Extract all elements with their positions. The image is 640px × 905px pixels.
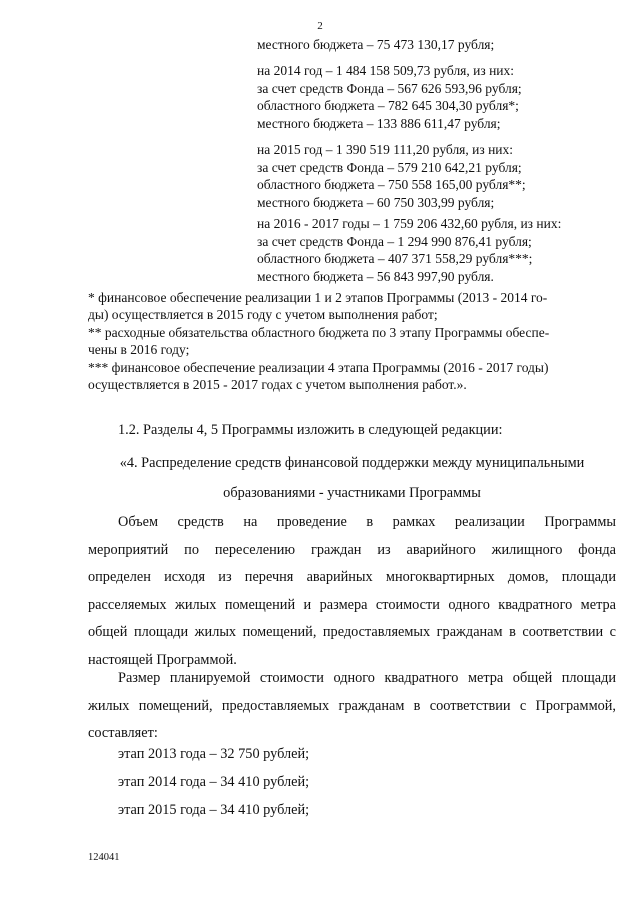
funding-line: местного бюджета – 75 473 130,17 рубля;	[257, 37, 495, 52]
paragraph-cost-per-meter	[88, 665, 616, 748]
footnote-line: * финансовое обеспечение реализации 1 и 2 этапов Программы (2013 - 2014 го-	[88, 290, 548, 305]
footnote-line: ** расходные обязательства областного бюджета по 3 этапу Программы обеспе-	[88, 324, 550, 340]
funding-line: за счет средств Фонда – 567 626 593,96 рубля;	[257, 80, 522, 96]
stage-line-2014: этап 2014 года – 34 410 рублей;	[118, 774, 310, 790]
funding-line: областного бюджета – 750 558 165,00 рубля**;	[257, 177, 526, 192]
funding-line: за счет средств Фонда – 1 294 990 876,41 рубля;	[257, 233, 532, 249]
funding-block-2015	[257, 141, 597, 211]
document-code: 124041	[88, 852, 120, 863]
funding-line: за счет средств Фонда – 579 210 642,21 рубля;	[257, 159, 522, 175]
paragraph-line: составляет:	[88, 725, 158, 741]
paragraph-line: расселяемых жилых помещений и размера стоимости одного квадратного метра	[88, 596, 616, 613]
stage-line-2013: этап 2013 года – 32 750 рублей;	[118, 746, 310, 762]
funding-line: на 2014 год – 1 484 158 509,73 рубля, из них:	[257, 63, 515, 78]
funding-line: на 2015 год – 1 390 519 111,20 рубля, из них:	[257, 142, 514, 157]
paragraph-line: Размер планируемой стоимости одного квадратного метра общей площади	[118, 670, 616, 686]
funding-line: местного бюджета – 60 750 303,99 рубля;	[257, 194, 495, 210]
stage-line-2015: этап 2015 года – 34 410 рублей;	[118, 802, 310, 818]
footnote-line: ды) осуществляется в 2015 году с учетом выполнения работ;	[88, 307, 438, 323]
funding-line: местного бюджета – 56 843 997,90 рубля.	[257, 268, 494, 284]
paragraph-line: настоящей Программой.	[88, 651, 237, 668]
section-title	[88, 448, 616, 508]
funding-block-2014	[257, 62, 597, 132]
footnote-line: чены в 2016 году;	[88, 342, 190, 358]
paragraph-line: Объем средств на проведение в рамках реализации Программы	[118, 514, 616, 530]
footnote-line: *** финансовое обеспечение реализации 4 этапа Программы (2016 - 2017 годы)	[88, 359, 549, 375]
paragraph-line: жилых помещений, предоставляемых гражданам в соответствии с Программой,	[88, 697, 616, 714]
page-number: 2	[317, 20, 323, 32]
paragraph-funding-volume	[88, 509, 616, 674]
footnotes	[88, 289, 616, 393]
paragraph-line: определен исходя из перечня аварийных многоквартирных домов, площади	[88, 569, 616, 585]
paragraph-line: мероприятий по переселению граждан из аварийного жилищного фонда	[88, 541, 616, 558]
funding-block-2013-local	[257, 36, 597, 54]
amendment-paragraph: 1.2. Разделы 4, 5 Программы изложить в следующей редакции:	[118, 422, 503, 438]
paragraph-line: общей площади жилых помещений, предоставляемых гражданам в соответствии с	[88, 624, 616, 640]
funding-line: областного бюджета – 407 371 558,29 рубля***;	[257, 251, 533, 266]
footnote-line: осуществляется в 2015 - 2017 годах с учетом выполнения работ.».	[88, 377, 467, 393]
funding-line: местного бюджета – 133 886 611,47 рубля;	[257, 115, 501, 131]
section-title-line: образованиями - участниками Программы	[223, 485, 481, 501]
funding-block-2016-2017	[257, 215, 597, 285]
funding-line: на 2016 - 2017 годы – 1 759 206 432,60 рубля, из них:	[257, 216, 562, 231]
funding-line: областного бюджета – 782 645 304,30 рубля*;	[257, 98, 519, 113]
section-title-line: «4. Распределение средств финансовой поддержки между муниципальными	[119, 455, 585, 471]
